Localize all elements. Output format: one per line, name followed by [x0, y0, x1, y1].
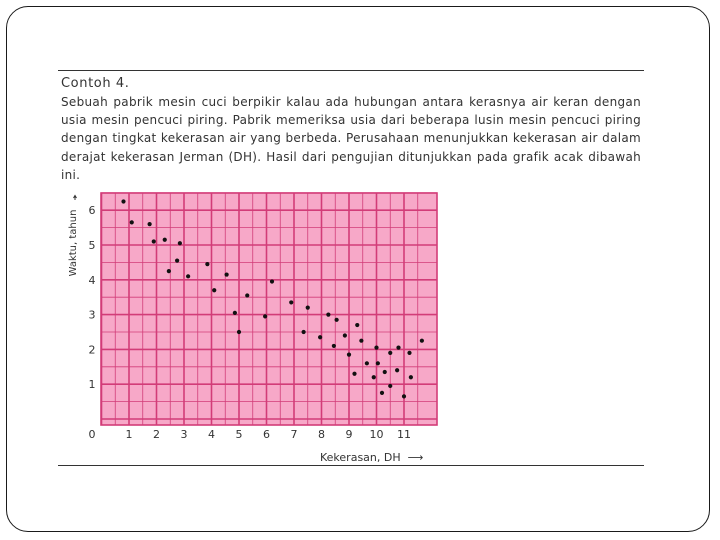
x-axis-arrow-icon: ⟶: [404, 451, 424, 464]
data-point: [163, 238, 167, 242]
y-axis-label: Waktu, tahun: [68, 209, 79, 277]
data-point: [237, 330, 241, 334]
data-point: [388, 351, 392, 355]
data-point: [365, 361, 369, 365]
x-tick-label: 7: [290, 428, 298, 441]
data-point: [152, 239, 156, 243]
data-point: [402, 394, 406, 398]
x-tick-label: 8: [318, 428, 325, 441]
data-point: [289, 300, 293, 304]
y-axis-title-group: [68, 196, 79, 277]
data-point: [383, 370, 387, 374]
data-point: [372, 375, 376, 379]
data-point: [205, 262, 209, 266]
x-tick-label: 1: [125, 428, 133, 441]
x-tick-label: 6: [263, 428, 270, 441]
data-point: [355, 323, 359, 327]
x-tick-label: 5: [235, 428, 243, 441]
data-point: [359, 339, 363, 343]
x-tick-label: 4: [208, 428, 215, 441]
data-point: [376, 361, 380, 365]
data-point: [148, 222, 152, 226]
data-point: [407, 351, 411, 355]
data-point: [318, 335, 322, 339]
data-point: [212, 288, 216, 292]
data-point: [420, 339, 424, 343]
data-point: [178, 241, 182, 245]
data-point: [347, 353, 351, 357]
y-tick-label: 3: [88, 308, 96, 322]
x-tick-label: 2: [153, 428, 160, 441]
data-point: [175, 259, 179, 263]
data-point: [374, 346, 378, 350]
x-tick-label: 10: [369, 428, 384, 441]
data-point: [302, 330, 306, 334]
data-point: [245, 293, 249, 297]
data-point: [130, 220, 134, 224]
example-heading: Contoh 4.: [61, 76, 130, 91]
y-tick-label: 1: [88, 378, 96, 392]
data-point: [263, 314, 267, 318]
x-tick-label: 3: [180, 428, 188, 441]
data-point: [335, 318, 339, 322]
data-point: [395, 368, 399, 372]
x-tick-label: 9: [345, 428, 353, 441]
data-point: [306, 306, 310, 310]
origin-label: 0: [88, 428, 96, 441]
x-axis-title: [320, 451, 423, 464]
data-point: [388, 384, 392, 388]
data-point: [186, 274, 190, 278]
data-point: [233, 311, 237, 315]
data-point: [380, 391, 384, 395]
data-point: [225, 272, 229, 276]
data-point: [270, 279, 274, 283]
data-point: [396, 346, 400, 350]
y-tick-label: 6: [88, 204, 96, 218]
data-point: [167, 269, 171, 273]
y-tick-label: 5: [88, 239, 96, 252]
example-paragraph: Sebuah pabrik mesin cuci berpikir kalau ada hubungan antara kerasnya air keran dengan usia mesin pencuci piring. Pabrik memeriksa usia dari beberapa lusin mesin pencuci piring dengan tingkat kekerasan air yang berbeda. Perusahaan menunjukkan kekerasan air dalam derajat kekerasan Jerman (DH). Hasil dari pengujian ditunjukkan pada grafik acak dibawah ini.: [61, 95, 641, 182]
x-axis-label: Kekerasan, DH: [320, 451, 401, 464]
y-axis-arrow-icon: [74, 196, 77, 201]
y-tick-label: 2: [88, 343, 96, 357]
data-point: [343, 333, 347, 337]
x-tick-label: 11: [397, 428, 411, 441]
data-point: [352, 372, 356, 376]
data-point: [121, 199, 125, 203]
y-tick-label: 4: [88, 273, 96, 287]
data-point: [326, 313, 330, 317]
data-point: [409, 375, 413, 379]
data-point: [332, 344, 336, 348]
